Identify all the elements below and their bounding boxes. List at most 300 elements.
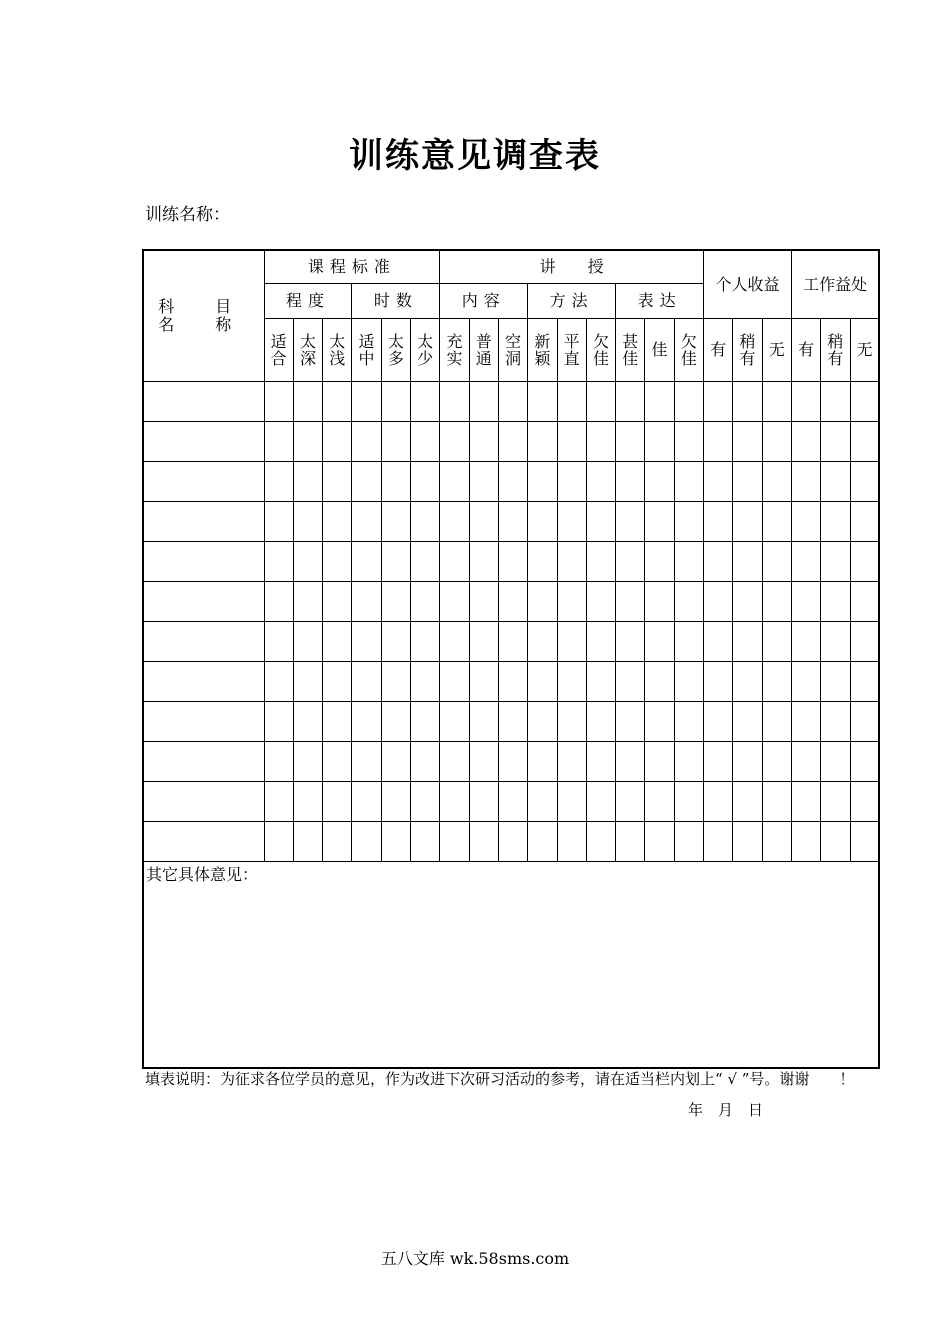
check-cell[interactable]	[762, 462, 791, 502]
option-label: 无	[856, 340, 873, 359]
check-cell[interactable]	[264, 622, 293, 662]
check-cell[interactable]	[704, 382, 733, 422]
check-cell[interactable]	[645, 702, 674, 742]
check-cell[interactable]	[440, 462, 469, 502]
check-cell[interactable]	[323, 542, 352, 582]
check-cell[interactable]	[440, 782, 469, 822]
check-cell[interactable]	[762, 582, 791, 622]
check-cell[interactable]	[381, 782, 410, 822]
check-cell[interactable]	[381, 542, 410, 582]
check-cell[interactable]	[821, 822, 850, 862]
method-header: 方法	[528, 284, 616, 319]
check-cell[interactable]	[264, 422, 293, 462]
check-cell[interactable]	[704, 502, 733, 542]
check-cell[interactable]	[616, 702, 645, 742]
subject-cell[interactable]	[143, 662, 264, 702]
check-cell[interactable]	[352, 462, 381, 502]
check-cell[interactable]	[850, 702, 879, 742]
option-label: 欠佳	[680, 331, 697, 368]
check-cell[interactable]	[645, 502, 674, 542]
check-cell[interactable]	[381, 662, 410, 702]
option-header	[791, 319, 820, 382]
check-cell[interactable]	[469, 382, 498, 422]
check-cell[interactable]	[645, 622, 674, 662]
check-cell[interactable]	[821, 542, 850, 582]
check-cell[interactable]	[733, 782, 762, 822]
check-cell[interactable]	[293, 702, 322, 742]
check-cell[interactable]	[645, 662, 674, 702]
check-cell[interactable]	[381, 822, 410, 862]
check-cell[interactable]	[791, 702, 820, 742]
check-cell[interactable]	[586, 382, 615, 422]
check-cell[interactable]	[850, 582, 879, 622]
check-cell[interactable]	[674, 742, 703, 782]
option-header	[762, 319, 791, 382]
check-cell[interactable]	[557, 582, 586, 622]
option-header	[586, 319, 615, 382]
check-cell[interactable]	[352, 582, 381, 622]
subject-cell[interactable]	[143, 422, 264, 462]
check-cell[interactable]	[616, 782, 645, 822]
check-cell[interactable]	[381, 462, 410, 502]
check-cell[interactable]	[762, 542, 791, 582]
check-cell[interactable]	[704, 462, 733, 502]
option-header	[616, 319, 645, 382]
option-header	[469, 319, 498, 382]
subject-cell[interactable]	[143, 382, 264, 422]
check-cell[interactable]	[850, 502, 879, 542]
check-cell[interactable]	[674, 422, 703, 462]
check-cell[interactable]	[733, 622, 762, 662]
option-header	[264, 319, 293, 382]
check-cell[interactable]	[410, 542, 439, 582]
check-cell[interactable]	[293, 582, 322, 622]
subject-cell[interactable]	[143, 702, 264, 742]
check-cell[interactable]	[674, 382, 703, 422]
check-cell[interactable]	[469, 662, 498, 702]
check-cell[interactable]	[498, 742, 527, 782]
check-cell[interactable]	[264, 582, 293, 622]
check-cell[interactable]	[791, 542, 820, 582]
check-cell[interactable]	[557, 742, 586, 782]
check-cell[interactable]	[440, 422, 469, 462]
check-cell[interactable]	[440, 622, 469, 662]
check-cell[interactable]	[440, 542, 469, 582]
check-cell[interactable]	[645, 742, 674, 782]
check-cell[interactable]	[498, 382, 527, 422]
check-cell[interactable]	[528, 822, 557, 862]
check-cell[interactable]	[264, 462, 293, 502]
check-cell[interactable]	[586, 542, 615, 582]
check-cell[interactable]	[293, 742, 322, 782]
check-cell[interactable]	[498, 462, 527, 502]
check-cell[interactable]	[381, 742, 410, 782]
check-cell[interactable]	[674, 702, 703, 742]
check-cell[interactable]	[528, 422, 557, 462]
check-cell[interactable]	[645, 782, 674, 822]
check-cell[interactable]	[791, 502, 820, 542]
check-cell[interactable]	[323, 702, 352, 742]
check-cell[interactable]	[850, 422, 879, 462]
table-row	[143, 622, 879, 662]
check-cell[interactable]	[586, 462, 615, 502]
check-cell[interactable]	[381, 502, 410, 542]
check-cell[interactable]	[733, 422, 762, 462]
check-cell[interactable]	[410, 662, 439, 702]
check-cell[interactable]	[440, 382, 469, 422]
check-cell[interactable]	[850, 382, 879, 422]
check-cell[interactable]	[733, 822, 762, 862]
check-cell[interactable]	[293, 662, 322, 702]
check-cell[interactable]	[733, 382, 762, 422]
check-cell[interactable]	[528, 622, 557, 662]
check-cell[interactable]	[410, 382, 439, 422]
option-header	[498, 319, 527, 382]
check-cell[interactable]	[791, 422, 820, 462]
check-cell[interactable]	[498, 662, 527, 702]
check-cell[interactable]	[352, 542, 381, 582]
check-cell[interactable]	[323, 822, 352, 862]
check-cell[interactable]	[410, 622, 439, 662]
check-cell[interactable]	[264, 382, 293, 422]
check-cell[interactable]	[616, 382, 645, 422]
check-cell[interactable]	[821, 702, 850, 742]
check-cell[interactable]	[352, 822, 381, 862]
check-cell[interactable]	[528, 462, 557, 502]
subject-cell[interactable]	[143, 822, 264, 862]
check-cell[interactable]	[381, 382, 410, 422]
check-cell[interactable]	[791, 462, 820, 502]
check-cell[interactable]	[733, 582, 762, 622]
check-cell[interactable]	[645, 822, 674, 862]
header-row-1	[143, 250, 879, 284]
check-cell[interactable]	[821, 382, 850, 422]
check-cell[interactable]	[381, 422, 410, 462]
check-cell[interactable]	[821, 502, 850, 542]
check-cell[interactable]	[498, 582, 527, 622]
check-cell[interactable]	[616, 462, 645, 502]
check-cell[interactable]	[821, 622, 850, 662]
subject-cell[interactable]	[143, 582, 264, 622]
check-cell[interactable]	[586, 742, 615, 782]
check-cell[interactable]	[733, 462, 762, 502]
check-cell[interactable]	[762, 702, 791, 742]
check-cell[interactable]	[440, 742, 469, 782]
option-header	[323, 319, 352, 382]
option-header	[850, 319, 879, 382]
check-cell[interactable]	[293, 422, 322, 462]
check-cell[interactable]	[381, 582, 410, 622]
check-cell[interactable]	[469, 462, 498, 502]
check-cell[interactable]	[791, 782, 820, 822]
teaching-header: 讲 授	[440, 250, 704, 284]
check-cell[interactable]	[821, 422, 850, 462]
check-cell[interactable]	[704, 542, 733, 582]
check-cell[interactable]	[264, 782, 293, 822]
check-cell[interactable]	[498, 702, 527, 742]
check-cell[interactable]	[293, 822, 322, 862]
check-cell[interactable]	[762, 382, 791, 422]
check-cell[interactable]	[557, 382, 586, 422]
check-cell[interactable]	[645, 582, 674, 622]
check-cell[interactable]	[323, 422, 352, 462]
check-cell[interactable]	[323, 742, 352, 782]
check-cell[interactable]	[293, 622, 322, 662]
check-cell[interactable]	[293, 782, 322, 822]
check-cell[interactable]	[528, 782, 557, 822]
check-cell[interactable]	[616, 662, 645, 702]
check-cell[interactable]	[704, 742, 733, 782]
check-cell[interactable]	[762, 622, 791, 662]
check-cell[interactable]	[323, 582, 352, 622]
table-row	[143, 662, 879, 702]
check-cell[interactable]	[704, 422, 733, 462]
check-cell[interactable]	[850, 542, 879, 582]
check-cell[interactable]	[704, 782, 733, 822]
check-cell[interactable]	[352, 662, 381, 702]
check-cell[interactable]	[469, 422, 498, 462]
check-cell[interactable]	[762, 662, 791, 702]
option-label: 甚佳	[622, 331, 639, 368]
check-cell[interactable]	[352, 422, 381, 462]
check-cell[interactable]	[557, 622, 586, 662]
check-cell[interactable]	[762, 742, 791, 782]
table-row	[143, 582, 879, 622]
check-cell[interactable]	[586, 782, 615, 822]
check-cell[interactable]	[557, 782, 586, 822]
check-cell[interactable]	[528, 702, 557, 742]
check-cell[interactable]	[850, 622, 879, 662]
check-cell[interactable]	[704, 622, 733, 662]
check-cell[interactable]	[469, 702, 498, 742]
check-cell[interactable]	[264, 542, 293, 582]
subject-cell[interactable]	[143, 622, 264, 662]
check-cell[interactable]	[557, 422, 586, 462]
check-cell[interactable]	[352, 702, 381, 742]
check-cell[interactable]	[645, 462, 674, 502]
option-header	[293, 319, 322, 382]
option-label: 普通	[475, 331, 492, 368]
check-cell[interactable]	[674, 782, 703, 822]
check-cell[interactable]	[410, 462, 439, 502]
check-cell[interactable]	[586, 422, 615, 462]
check-cell[interactable]	[264, 502, 293, 542]
check-cell[interactable]	[821, 782, 850, 822]
check-cell[interactable]	[850, 822, 879, 862]
training-name-label: 训练名称：	[145, 205, 230, 225]
check-cell[interactable]	[850, 462, 879, 502]
check-cell[interactable]	[733, 662, 762, 702]
check-cell[interactable]	[645, 542, 674, 582]
check-cell[interactable]	[557, 822, 586, 862]
check-cell[interactable]	[704, 582, 733, 622]
hours-header: 时数	[352, 284, 440, 319]
check-cell[interactable]	[762, 822, 791, 862]
subject-header: 科 目 名 称	[143, 250, 264, 382]
check-cell[interactable]	[674, 662, 703, 702]
check-cell[interactable]	[791, 382, 820, 422]
check-cell[interactable]	[586, 662, 615, 702]
check-cell[interactable]	[352, 782, 381, 822]
check-cell[interactable]	[293, 542, 322, 582]
check-cell[interactable]	[323, 662, 352, 702]
check-cell[interactable]	[733, 502, 762, 542]
comments-label: 其它具体意见：	[146, 865, 259, 884]
check-cell[interactable]	[352, 742, 381, 782]
check-cell[interactable]	[381, 702, 410, 742]
option-label: 新颖	[534, 331, 551, 368]
check-cell[interactable]	[528, 742, 557, 782]
check-cell[interactable]	[645, 422, 674, 462]
table-row	[143, 422, 879, 462]
check-cell[interactable]	[821, 582, 850, 622]
check-cell[interactable]	[528, 502, 557, 542]
check-cell[interactable]	[586, 702, 615, 742]
option-header	[674, 319, 703, 382]
check-cell[interactable]	[381, 622, 410, 662]
check-cell[interactable]	[557, 502, 586, 542]
check-cell[interactable]	[616, 422, 645, 462]
check-cell[interactable]	[323, 382, 352, 422]
check-cell[interactable]	[410, 822, 439, 862]
check-cell[interactable]	[410, 782, 439, 822]
option-label: 无	[768, 340, 785, 359]
check-cell[interactable]	[264, 662, 293, 702]
check-cell[interactable]	[674, 502, 703, 542]
check-cell[interactable]	[733, 702, 762, 742]
check-cell[interactable]	[264, 702, 293, 742]
check-cell[interactable]	[586, 502, 615, 542]
check-cell[interactable]	[293, 502, 322, 542]
check-cell[interactable]	[850, 782, 879, 822]
check-cell[interactable]	[352, 382, 381, 422]
check-cell[interactable]	[674, 462, 703, 502]
check-cell[interactable]	[528, 382, 557, 422]
check-cell[interactable]	[586, 582, 615, 622]
check-cell[interactable]	[469, 782, 498, 822]
personal-benefit-header: 个人收益	[704, 250, 792, 319]
check-cell[interactable]	[440, 582, 469, 622]
check-cell[interactable]	[791, 662, 820, 702]
check-cell[interactable]	[674, 822, 703, 862]
check-cell[interactable]	[557, 702, 586, 742]
check-cell[interactable]	[850, 662, 879, 702]
check-cell[interactable]	[440, 502, 469, 542]
comments-area[interactable]	[143, 862, 879, 1069]
check-cell[interactable]	[469, 582, 498, 622]
page-title: 训练意见调查表	[349, 136, 601, 176]
check-cell[interactable]	[440, 662, 469, 702]
check-cell[interactable]	[674, 582, 703, 622]
check-cell[interactable]	[498, 502, 527, 542]
check-cell[interactable]	[557, 662, 586, 702]
check-cell[interactable]	[821, 462, 850, 502]
check-cell[interactable]	[528, 542, 557, 582]
check-cell[interactable]	[528, 662, 557, 702]
check-cell[interactable]	[264, 822, 293, 862]
check-cell[interactable]	[762, 782, 791, 822]
check-cell[interactable]	[440, 822, 469, 862]
option-label: 稍有	[739, 331, 756, 368]
option-header	[440, 319, 469, 382]
check-cell[interactable]	[323, 502, 352, 542]
check-cell[interactable]	[616, 582, 645, 622]
check-cell[interactable]	[410, 702, 439, 742]
check-cell[interactable]	[674, 622, 703, 662]
check-cell[interactable]	[791, 582, 820, 622]
subject-cell[interactable]	[143, 462, 264, 502]
check-cell[interactable]	[498, 542, 527, 582]
check-cell[interactable]	[352, 622, 381, 662]
check-cell[interactable]	[264, 742, 293, 782]
check-cell[interactable]	[557, 462, 586, 502]
check-cell[interactable]	[293, 382, 322, 422]
check-cell[interactable]	[469, 542, 498, 582]
check-cell[interactable]	[293, 462, 322, 502]
check-cell[interactable]	[733, 542, 762, 582]
option-label: 充实	[446, 331, 463, 368]
check-cell[interactable]	[469, 742, 498, 782]
check-cell[interactable]	[498, 822, 527, 862]
check-cell[interactable]	[791, 822, 820, 862]
check-cell[interactable]	[704, 702, 733, 742]
subject-cell[interactable]	[143, 502, 264, 542]
check-cell[interactable]	[528, 582, 557, 622]
check-cell[interactable]	[352, 502, 381, 542]
check-cell[interactable]	[674, 542, 703, 582]
check-cell[interactable]	[616, 822, 645, 862]
check-cell[interactable]	[645, 382, 674, 422]
check-cell[interactable]	[469, 622, 498, 662]
check-cell[interactable]	[733, 742, 762, 782]
check-cell[interactable]	[410, 502, 439, 542]
subject-cell[interactable]	[143, 782, 264, 822]
check-cell[interactable]	[557, 542, 586, 582]
check-cell[interactable]	[498, 422, 527, 462]
check-cell[interactable]	[410, 582, 439, 622]
check-cell[interactable]	[586, 622, 615, 662]
subject-cell[interactable]	[143, 742, 264, 782]
check-cell[interactable]	[323, 462, 352, 502]
check-cell[interactable]	[498, 782, 527, 822]
check-cell[interactable]	[821, 662, 850, 702]
check-cell[interactable]	[704, 662, 733, 702]
check-cell[interactable]	[469, 822, 498, 862]
check-cell[interactable]	[616, 542, 645, 582]
check-cell[interactable]	[498, 622, 527, 662]
check-cell[interactable]	[704, 822, 733, 862]
check-cell[interactable]	[616, 622, 645, 662]
check-cell[interactable]	[821, 742, 850, 782]
check-cell[interactable]	[586, 822, 615, 862]
check-cell[interactable]	[762, 422, 791, 462]
check-cell[interactable]	[323, 622, 352, 662]
check-cell[interactable]	[469, 502, 498, 542]
check-cell[interactable]	[410, 742, 439, 782]
check-cell[interactable]	[440, 702, 469, 742]
check-cell[interactable]	[850, 742, 879, 782]
subject-cell[interactable]	[143, 542, 264, 582]
expression-header: 表达	[616, 284, 704, 319]
check-cell[interactable]	[616, 502, 645, 542]
check-cell[interactable]	[791, 622, 820, 662]
work-benefit-header: 工作益处	[791, 250, 879, 319]
check-cell[interactable]	[410, 422, 439, 462]
check-cell[interactable]	[791, 742, 820, 782]
check-cell[interactable]	[323, 782, 352, 822]
check-cell[interactable]	[616, 742, 645, 782]
check-cell[interactable]	[762, 502, 791, 542]
